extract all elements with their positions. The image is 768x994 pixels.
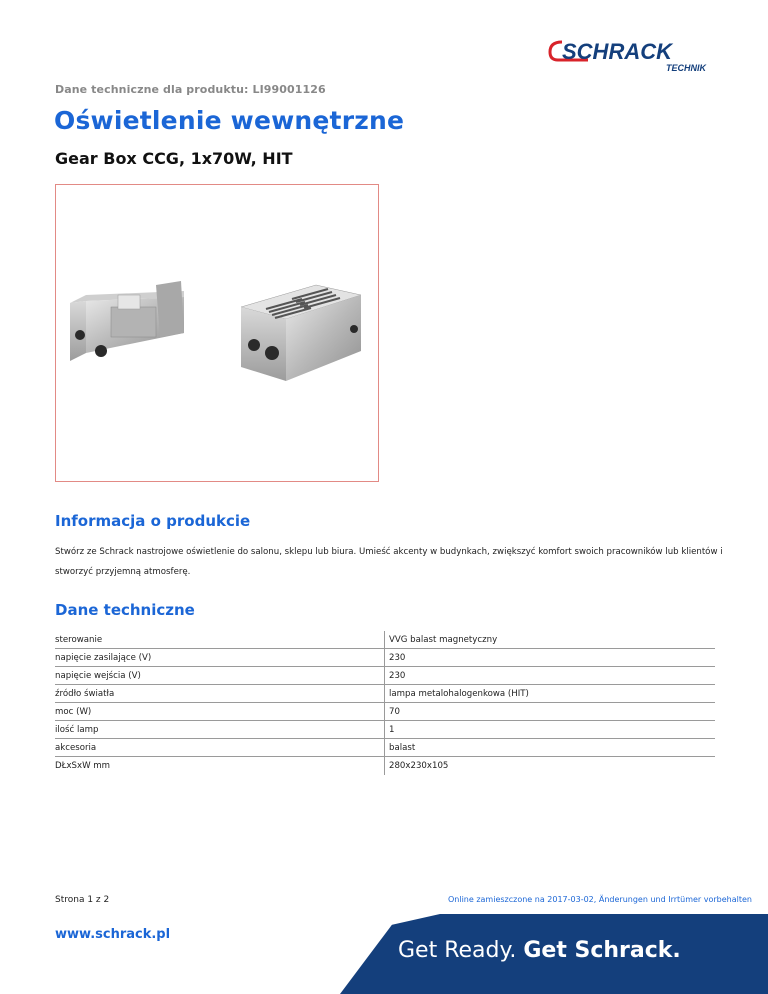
closed-gear-box <box>241 285 361 381</box>
logo-subtext: TECHNIK <box>666 63 706 73</box>
spec-value: 230 <box>389 671 406 681</box>
spec-value: 230 <box>389 653 406 663</box>
spec-key: napięcie wejścia (V) <box>55 667 385 684</box>
table-row <box>55 685 715 703</box>
info-heading: Informacja o produkcie <box>55 512 251 530</box>
footer-note: Online zamieszczone na 2017-03-02, Änderungen und Irrtümer vorbehalten <box>447 895 752 904</box>
spec-key: napięcie zasilające (V) <box>55 649 385 666</box>
document-header: Dane techniczne dla produktu: LI99001126 <box>55 83 326 96</box>
open-gear-box <box>70 281 184 361</box>
slogan-bold: Get Schrack. <box>523 938 681 963</box>
tech-heading: Dane techniczne <box>55 601 195 619</box>
page-number: Strona 1 z 2 <box>55 895 110 905</box>
slogan <box>398 938 681 963</box>
slogan-light: Get Ready. <box>398 938 517 963</box>
website-link[interactable]: www.schrack.pl <box>55 927 171 942</box>
spec-value: balast <box>389 743 416 753</box>
spec-value: 70 <box>389 707 400 717</box>
table-row <box>55 649 715 667</box>
spec-table <box>55 631 715 775</box>
spec-key: moc (W) <box>55 703 385 720</box>
table-row <box>55 721 715 739</box>
spec-key: ilość lamp <box>55 721 385 738</box>
table-row <box>55 739 715 757</box>
spec-key: DŁxSxW mm <box>55 757 385 775</box>
spec-key: sterowanie <box>55 631 385 648</box>
product-image-frame <box>55 184 379 482</box>
table-row <box>55 667 715 685</box>
schrack-logo <box>548 38 716 74</box>
spec-key: akcesoria <box>55 739 385 756</box>
logo-wordmark: SCHRACK <box>562 39 672 64</box>
table-row <box>55 757 715 775</box>
info-paragraph: Stwórz ze Schrack nastrojowe oświetlenie do salonu, sklepu lub biura. Umieść akcenty w budynkach, zwiększyć komfort swoich pracowników lub klientów i stworzyć przyjemną atmosferę. <box>55 547 723 577</box>
spec-value: 1 <box>389 725 395 735</box>
table-row <box>55 631 715 649</box>
spec-value: 280x230x105 <box>389 761 449 771</box>
spec-value: VVG balast magnetyczny <box>389 635 498 645</box>
table-row <box>55 703 715 721</box>
spec-key: źródło światła <box>55 685 385 702</box>
product-subtitle: Gear Box CCG, 1x70W, HIT <box>55 149 293 168</box>
page-title: Oświetlenie wewnętrzne <box>54 106 405 135</box>
spec-value: lampa metalohalogenkowa (HIT) <box>389 689 529 699</box>
gear-box-product-photo <box>56 185 380 483</box>
